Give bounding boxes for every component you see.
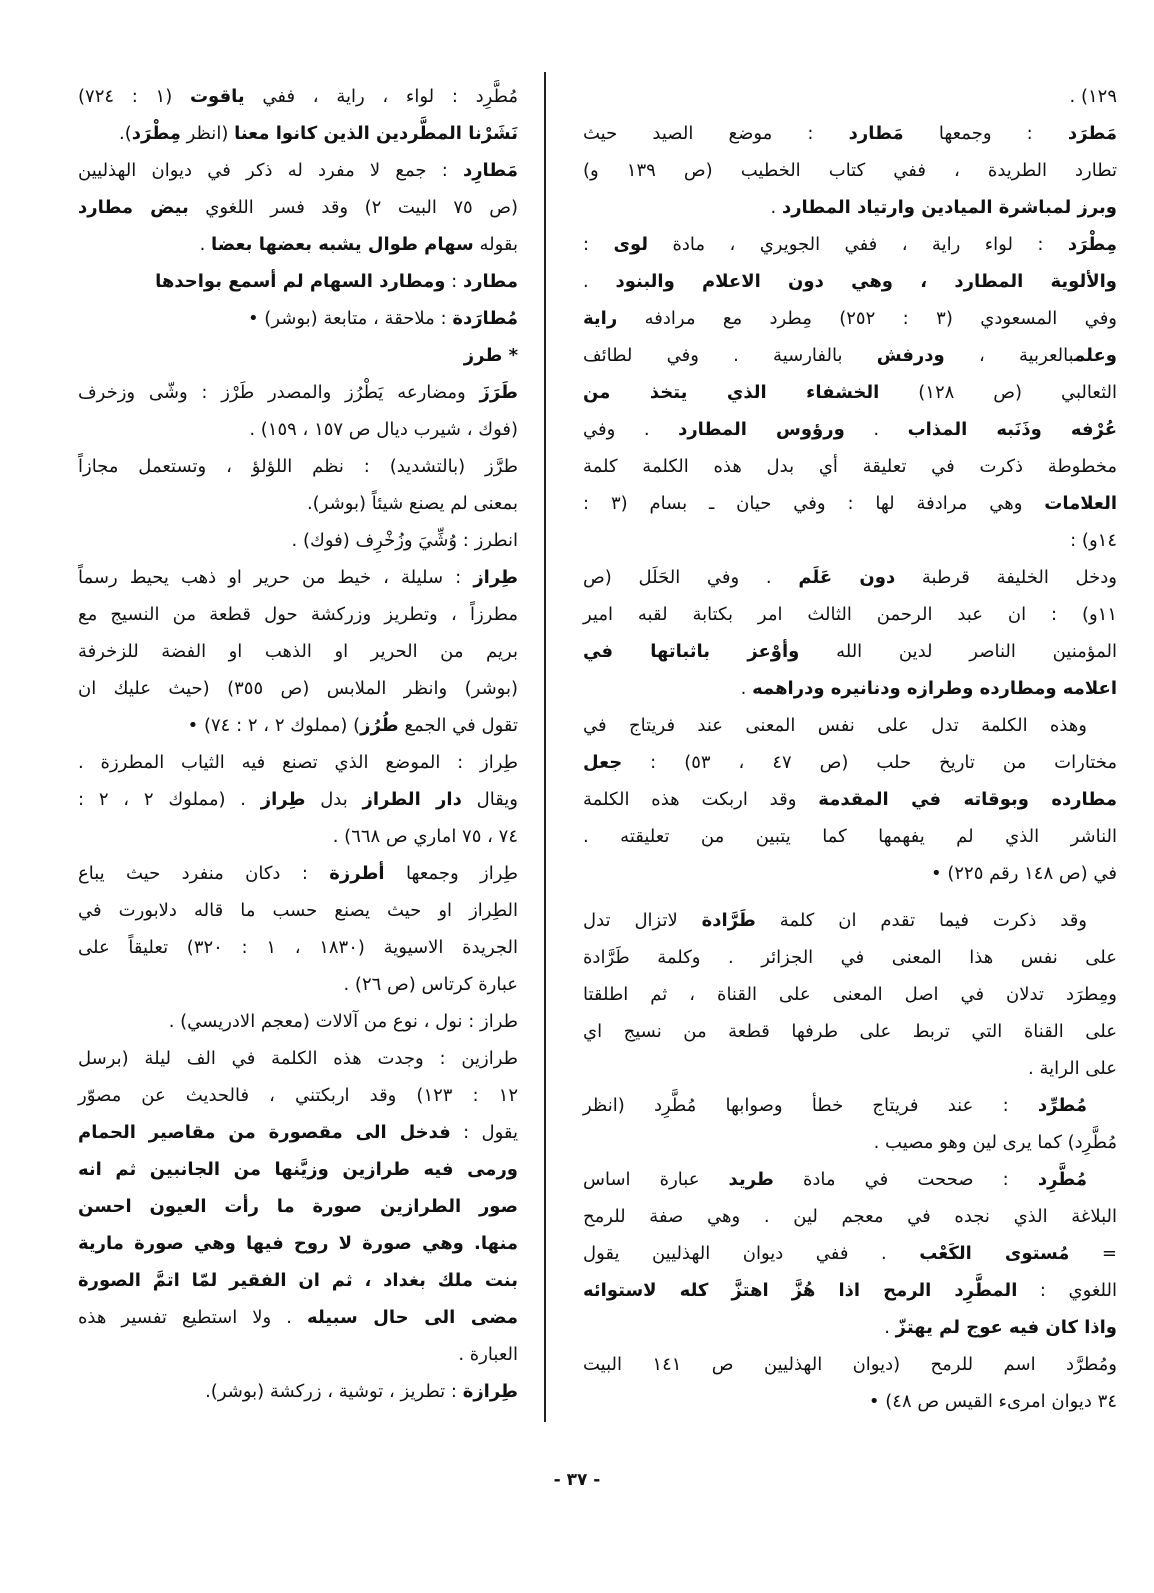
text-line	[78, 1188, 518, 1225]
bold-term: راية	[583, 308, 618, 329]
text-segment: . وفي	[583, 419, 679, 440]
text-segment: ويقال	[461, 789, 518, 810]
column-divider	[544, 72, 546, 1422]
bold-term: * طرز	[463, 345, 518, 366]
bold-term: وأوْعز باثباتها في	[583, 641, 800, 662]
text-line	[583, 781, 1117, 818]
text-segment: بريم من الحرير او الذهب او الفضة للزخرفة	[78, 641, 518, 662]
text-segment: . ففي ديوان الهذليين يقول	[583, 1243, 920, 1264]
text-line	[78, 633, 518, 670]
text-line	[78, 1003, 518, 1040]
text-line	[583, 522, 1117, 559]
text-segment: وفي المسعودي (٣ : ٢٥٢) مِطرد مع مرادفه	[617, 308, 1117, 329]
text-line	[583, 707, 1117, 744]
text-line	[583, 152, 1117, 189]
text-line	[78, 559, 518, 596]
bold-term: مَطارِد	[462, 160, 518, 181]
text-segment: الناشر الذي لم يفهمها كما يتبين من تعليقته .	[583, 826, 1117, 847]
text-line	[583, 1272, 1117, 1309]
bold-term: مطارد	[462, 271, 518, 292]
text-segment: طِراز وجمعها	[384, 863, 518, 884]
text-line	[583, 448, 1117, 485]
text-segment: اللغوي :	[1017, 1280, 1117, 1301]
text-line	[583, 744, 1117, 781]
text-segment: وهي مرادفة لها : وفي حيان ـ بسام (٣ :	[583, 493, 1045, 514]
text-segment: بقوله	[473, 234, 518, 255]
text-line	[583, 263, 1117, 300]
bold-term: والألوية المطارد ، وهي دون الاعلام والبنود	[615, 271, 1117, 292]
bold-term: صور الطرازين صورة ما رأت العيون احسن	[78, 1196, 518, 1217]
dictionary-entry	[78, 559, 518, 744]
text-segment: . (مملوك ٢ ، ٢ :	[78, 789, 261, 810]
text-segment: تطارد الطريدة ، ففي كتاب الخطيب (ص ١٣٩ و)	[583, 160, 1117, 181]
bold-term: ورؤوس المطارد	[678, 419, 845, 440]
right-column	[583, 78, 1117, 1420]
text-segment: عبارة كرتاس (ص ٢٦) .	[343, 974, 518, 995]
text-segment: العبارة .	[458, 1344, 518, 1365]
text-line	[583, 374, 1117, 411]
dictionary-entry	[78, 1040, 518, 1373]
text-segment: : ملاحقة ، متابعة (بوشر) •	[247, 308, 453, 329]
bold-term: بنت ملك بغداد ، ثم ان الفقير لمّا اتمَّ الصورة	[78, 1270, 518, 1291]
text-line	[583, 559, 1117, 596]
dictionary-entry	[583, 115, 1117, 226]
text-segment: البلاغة الذي نجده في معجم لين . وهي صفة للرمح	[583, 1206, 1117, 1227]
text-line	[78, 337, 518, 374]
text-segment: الطِراز او حيث يصنع حسب ما قاله دلابورت في	[78, 900, 518, 921]
text-line	[583, 189, 1117, 226]
text-segment: .	[884, 1317, 896, 1338]
dictionary-entry	[583, 1161, 1117, 1346]
text-segment: :	[583, 234, 614, 255]
bold-term: ياقوت	[189, 86, 245, 107]
text-line	[78, 78, 518, 115]
text-line	[583, 976, 1117, 1013]
bold-term: ومطارد السهام لم أسمع بواحدها	[155, 271, 446, 292]
text-segment: ودخل الخليفة قرطبة	[895, 567, 1117, 588]
text-line	[78, 226, 518, 263]
text-line	[583, 411, 1117, 448]
bold-term: أطرزة	[329, 863, 385, 884]
text-segment: (فوك ، شيرب ديال ص ١٥٧ ، ١٥٩) .	[249, 419, 518, 440]
text-segment: .	[740, 678, 753, 699]
dictionary-entry	[78, 1003, 518, 1040]
bold-term: عُرْفه وذَنَبه المذاب	[907, 419, 1118, 440]
text-line	[78, 707, 518, 744]
text-line	[583, 1124, 1117, 1161]
text-line	[78, 781, 518, 818]
text-segment: يقول :	[450, 1122, 518, 1143]
bold-term: منها. وهي صورة لا روح فيها وهي صورة مارية	[78, 1233, 518, 1254]
bold-term: اعلامه ومطارده وطرازه ودنانيره ودراهمه	[752, 678, 1117, 699]
text-segment: : تطريز ، توشية ، زركشة (بوشر).	[205, 1381, 463, 1402]
dictionary-entry	[78, 152, 518, 263]
text-line	[583, 670, 1117, 707]
text-segment: بالفارسية . وفي لطائف	[583, 345, 877, 366]
text-segment: (بوشر) وانظر الملابس (ص ٣٥٥) (حيث عليك ان	[78, 678, 519, 699]
text-line	[583, 1050, 1117, 1087]
text-segment: (انظر	[180, 123, 235, 144]
text-line	[78, 522, 518, 559]
dictionary-entry	[78, 337, 518, 374]
text-segment: .	[583, 271, 616, 292]
dictionary-entry	[583, 226, 1117, 559]
text-line	[583, 1383, 1117, 1420]
text-segment: طِراز : الموضع الذي تصنع فيه الثياب المطرزة .	[78, 752, 518, 773]
text-line	[78, 1299, 518, 1336]
text-line	[78, 1151, 518, 1188]
text-segment: .	[844, 419, 908, 440]
text-line	[78, 1077, 518, 1114]
bold-term: المطَّرِد الرمح اذا هُزَّ اهتزَّ كله لاستوائه	[583, 1280, 1018, 1301]
bold-term: ودرفش	[876, 345, 945, 366]
text-segment: مُطَّرِد) كما يرى لين وهو مصيب .	[873, 1132, 1117, 1153]
text-segment: ومضارعه يَطْرُز والمصدر طَرْز : وشّى وزخرف	[78, 382, 480, 403]
bold-term: طريد	[728, 1169, 774, 1190]
text-segment: وقد ذكرت فيما تقدم ان كلمة	[755, 910, 1087, 931]
bold-term: لوى	[613, 234, 649, 255]
text-line	[78, 411, 518, 448]
text-line	[583, 1087, 1117, 1124]
bold-term: وعلم	[1074, 345, 1117, 366]
bold-term: مِطْرَد	[131, 123, 181, 144]
bold-term: ورمى فيه طرازين وزيَّنها من الجانبين ثم انه	[78, 1159, 518, 1180]
bold-term: دار الطراز	[362, 789, 462, 810]
text-segment: على نفس هذا المعنى في الجزائر . وكلمة طَرَّادة	[583, 947, 1117, 968]
text-segment: ١٤و) :	[1070, 530, 1117, 551]
text-line	[583, 1013, 1117, 1050]
text-line	[583, 226, 1117, 263]
text-line	[78, 1373, 518, 1410]
bold-term: بيض مطارد	[78, 197, 189, 218]
text-line	[78, 929, 518, 966]
bold-term: سهام طوال يشبه بعضها بعضا	[211, 234, 474, 255]
text-line	[583, 633, 1117, 670]
text-segment: بالعربية ،	[944, 345, 1075, 366]
bold-term: مضى الى حال سبيله	[307, 1307, 518, 1328]
dictionary-entry	[583, 707, 1117, 892]
text-segment: تقول في الجمع	[398, 715, 518, 736]
text-line	[583, 818, 1117, 855]
bold-term: طَرَزَ	[479, 382, 518, 403]
text-segment: .	[199, 234, 212, 255]
dictionary-entry	[583, 1087, 1117, 1161]
text-line	[583, 78, 1117, 115]
text-segment: طراز : نول ، نوع من آلالات (معجم الادريسي) .	[168, 1011, 518, 1032]
text-segment: طرَّز (بالتشديد) : نظم اللؤلؤ ، وتستعمل مجازاً	[78, 456, 518, 477]
dictionary-entry	[78, 522, 518, 559]
text-line	[583, 115, 1117, 152]
text-segment: مختارات من تاريخ حلب (ص ٤٧ ، ٥٣) :	[622, 752, 1117, 773]
text-segment: ) (مملوك ٢ ، ٢ : ٧٤) •	[187, 715, 361, 736]
text-line	[78, 1114, 518, 1151]
bold-term: واذا كان فيه عوج لم يهتزّ	[895, 1317, 1117, 1338]
text-line	[583, 596, 1117, 633]
text-segment: مخطوطة ذكرت في تعليقة أي بدل هذه الكلمة كلمة	[583, 456, 1117, 477]
bold-term: فدخل الى مقصورة من مقاصير الحمام	[78, 1122, 451, 1143]
text-line	[583, 939, 1117, 976]
text-line	[583, 1346, 1117, 1383]
text-segment: ).	[119, 123, 132, 144]
text-line	[78, 115, 518, 152]
dictionary-entry	[78, 448, 518, 522]
text-line	[583, 1235, 1117, 1272]
dictionary-entry	[78, 263, 518, 300]
text-segment: على القناة التي تربط على طرفها قطعة من نسيج اي	[583, 1021, 1117, 1042]
text-segment: بدل	[305, 789, 363, 810]
bold-term: مُطَّرِد	[1037, 1169, 1087, 1190]
text-segment: ١٢٩) .	[1069, 86, 1117, 107]
text-line	[583, 300, 1117, 337]
text-line	[78, 300, 518, 337]
dictionary-entry	[78, 1373, 518, 1410]
dictionary-entry	[583, 78, 1117, 115]
text-line	[78, 744, 518, 781]
left-column	[78, 78, 518, 1410]
text-line	[78, 263, 518, 300]
text-segment: الثعالبي (ص ١٢٨)	[879, 382, 1118, 403]
text-segment: المؤمنين الناصر لدين الله	[799, 641, 1117, 662]
text-segment: طرازين : وجدت هذه الكلمة في الف ليلة (برسل	[78, 1048, 518, 1069]
text-segment: =	[1069, 1243, 1117, 1264]
text-segment: : عند فريتاج خطأ وصوابها مُطَّرِد (انظر	[583, 1095, 1038, 1116]
text-line	[583, 485, 1117, 522]
dictionary-entry	[78, 744, 518, 855]
text-segment: مطرزاً ، وتطريز وزركشة حول قطعة من النسيج مع	[78, 604, 518, 625]
bold-term: طُرُز	[360, 715, 399, 736]
dictionary-entry	[583, 902, 1117, 1087]
bold-term: العلامات	[1044, 493, 1117, 514]
text-line	[583, 902, 1117, 939]
text-line	[78, 670, 518, 707]
text-segment: ومِطرَد تدلان في اصل المعنى على القناة ، ثم اطلقتا	[583, 984, 1117, 1005]
text-segment: ٧٤ ، ٧٥ اماري ص ٦٦٨) .	[332, 826, 518, 847]
text-segment: .	[770, 197, 782, 218]
text-segment: :	[445, 271, 463, 292]
bold-term: طَرَّادة	[701, 910, 756, 931]
dictionary-entry	[78, 374, 518, 448]
bold-term: الخشفاء الذي يتخذ من	[583, 382, 880, 403]
dictionary-entry	[78, 855, 518, 1003]
bold-term: وبرز لمباشرة الميادين وارتياد المطارد	[781, 197, 1117, 218]
dictionary-entry	[78, 78, 518, 152]
text-segment: مُطَّرِد : لواء ، راية ، ففي	[244, 86, 519, 107]
text-line	[583, 1198, 1117, 1235]
text-segment: بمعنى لم يصنع شيئاً (بوشر).	[306, 493, 518, 514]
text-segment: : وجمعها	[903, 123, 1068, 144]
text-segment: ومُطرَّد اسم للرمح (ديوان الهذليين ص ١٤١ البيت	[583, 1354, 1118, 1375]
text-segment: (١ : ٧٢٤)	[78, 86, 190, 107]
text-segment: (ص ٧٥ البيت ٢) وقد فسر اللغوي	[188, 197, 519, 218]
text-line	[78, 189, 518, 226]
bold-term: طِراز	[473, 567, 518, 588]
text-line	[583, 1161, 1117, 1198]
text-segment: : موضع الصيد حيث	[583, 123, 849, 144]
text-segment: وقد اربكت هذه الكلمة	[583, 789, 819, 810]
page-number: - ٣٧ -	[553, 1470, 601, 1490]
bold-term: مِطْرَد	[1067, 234, 1117, 255]
bold-term: جعل	[583, 752, 623, 773]
text-line	[78, 818, 518, 855]
text-line	[78, 892, 518, 929]
text-line	[583, 337, 1117, 374]
text-line	[583, 855, 1117, 892]
text-line	[78, 448, 518, 485]
bold-term: مَطرَد	[1067, 123, 1118, 144]
bold-term: طِرازة	[462, 1381, 518, 1402]
text-segment: ٣٤ ديوان امرىء القيس ص ٤٨) •	[868, 1391, 1117, 1412]
text-segment: . وفي الحَلَل (ص	[583, 567, 799, 588]
text-line	[78, 1336, 518, 1373]
text-segment: : لواء راية ، ففي الجويري ، مادة	[648, 234, 1068, 255]
text-line	[78, 152, 518, 189]
text-segment: : جمع لا مفرد له ذكر في ديوان الهذليين	[78, 160, 463, 181]
text-line	[78, 374, 518, 411]
text-line	[78, 966, 518, 1003]
text-segment: في (ص ١٤٨ رقم ٢٢٥) •	[931, 863, 1117, 884]
text-segment: ١٢ : ١٢٣) وقد اربكتني ، فالحديث عن مصوّر	[78, 1085, 518, 1106]
bold-term: مُستوى الكَعْب	[919, 1243, 1070, 1264]
text-segment: . ولا استطيع تفسير هذه	[78, 1307, 308, 1328]
text-line	[583, 1309, 1117, 1346]
text-line	[78, 855, 518, 892]
text-segment: عبارة اساس	[583, 1169, 729, 1190]
bold-term: طِراز	[260, 789, 306, 810]
text-segment: على الراية .	[1028, 1058, 1117, 1079]
text-segment: الجريدة الاسيوية (١٨٣٠ ، ١ : ٣٢٠) تعليقاً على	[78, 937, 518, 958]
bold-term: نَشَرْنا المطَّردين الذين كانوا معنا	[234, 123, 518, 144]
text-segment: لاتزال تدل	[583, 910, 702, 931]
bold-term: مُطرِّد	[1037, 1095, 1087, 1116]
bold-term: مطارده وبوقاته في المقدمة	[818, 789, 1117, 810]
text-segment: : صححت في مادة	[773, 1169, 1038, 1190]
text-line	[78, 1262, 518, 1299]
bold-term: مَطارد	[848, 123, 904, 144]
text-line	[78, 485, 518, 522]
bold-term: مُطارَدة	[452, 308, 518, 329]
text-segment: وهذه الكلمة تدل على نفس المعنى عند فريتاج في	[583, 715, 1087, 736]
text-line	[78, 1225, 518, 1262]
dictionary-entry	[78, 300, 518, 337]
bold-term: دون عَلَم	[798, 567, 896, 588]
text-segment: : دكان منفرد حيث يباع	[78, 863, 330, 884]
text-segment: : سليلة ، خيط من حرير او ذهب يحيط رسماً	[78, 567, 474, 588]
text-segment: انطرز : وُشِّيَ وزُخْرِف (فوك) .	[291, 530, 518, 551]
text-line	[78, 596, 518, 633]
text-segment: ١١و) : ان عبد الرحمن الثالث امر بكتابة لقبه امير	[583, 604, 1117, 625]
text-line	[78, 1040, 518, 1077]
dictionary-entry	[583, 1346, 1117, 1420]
dictionary-entry	[583, 559, 1117, 707]
